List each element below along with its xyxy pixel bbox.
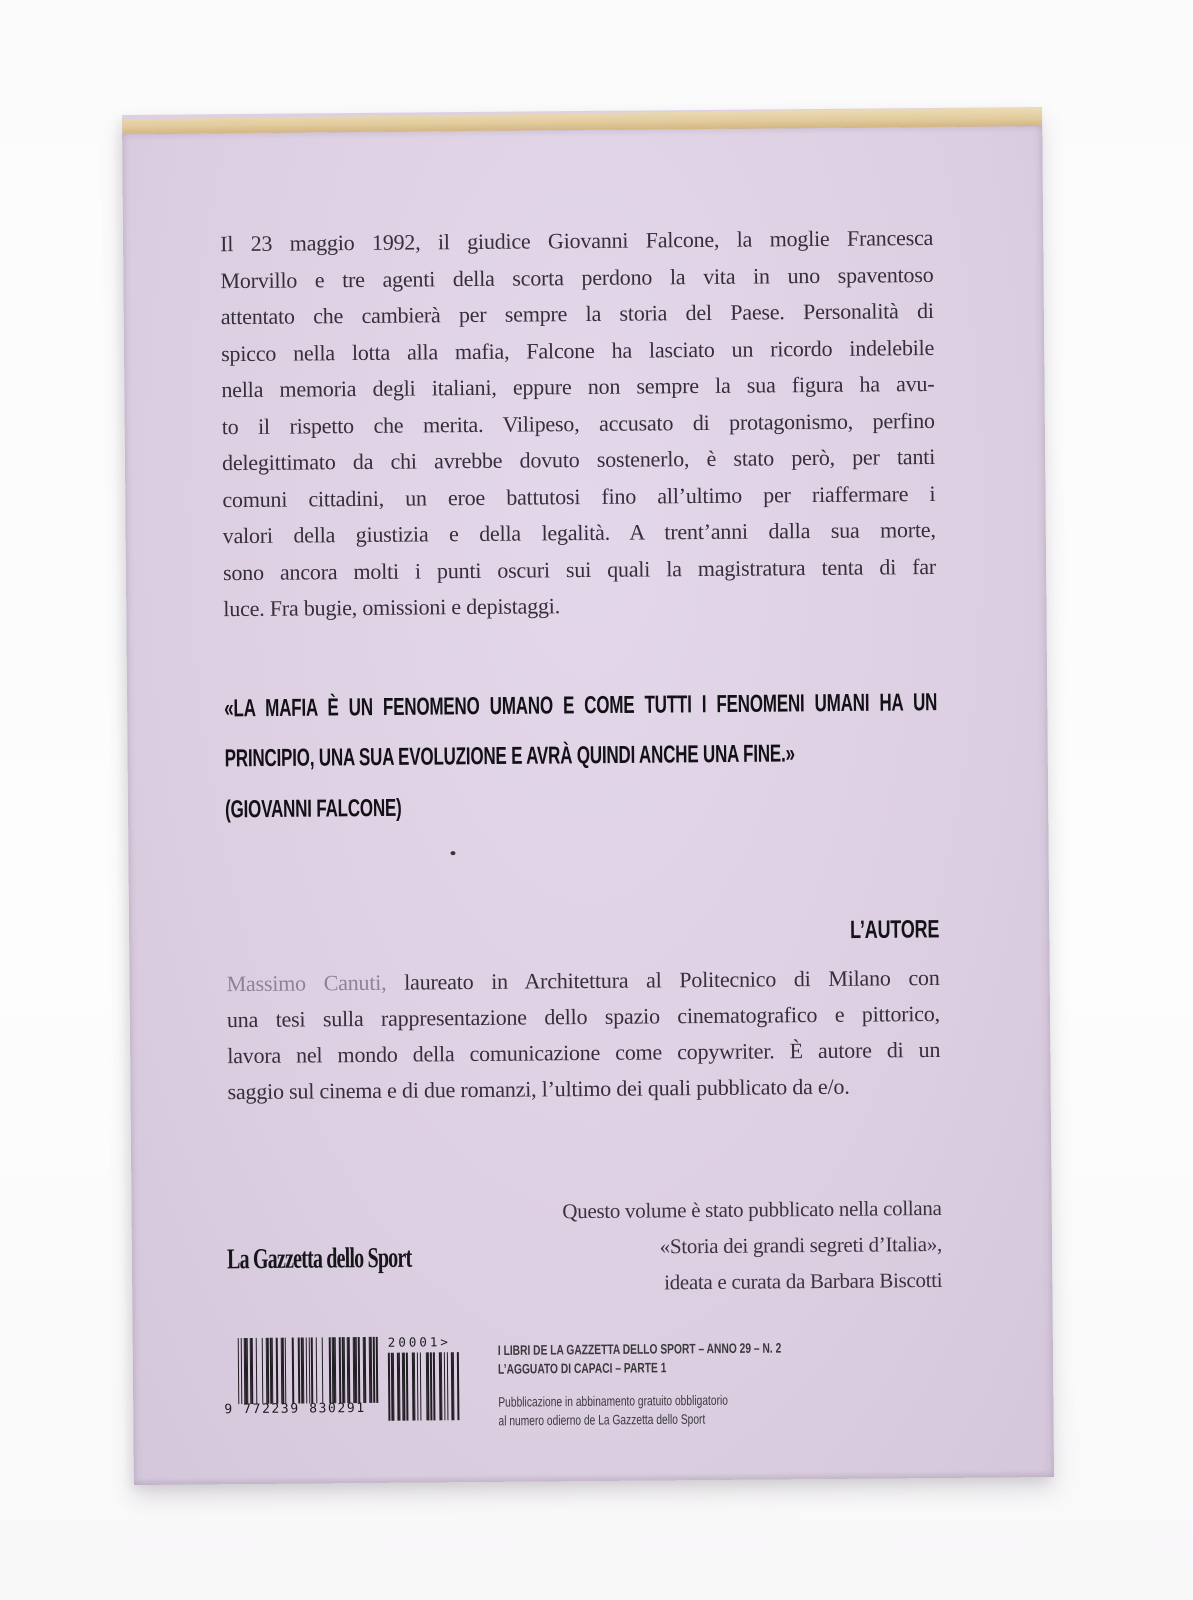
text-line: Il 23 maggio 1992, il giudice Giovanni Falcone, la moglie Francesca — [220, 224, 934, 257]
barcode-ean — [224, 1337, 380, 1422]
text-line: attentato che cambierà per sempre la storia del Paese. Personalità di — [220, 297, 934, 330]
text-line: to il rispetto che merita. Vilipeso, accusato di protagonismo, perfino — [221, 407, 935, 439]
text-line: una tesi sulla rappresentazione dello spazio cinematografico e pittorico, — [226, 1000, 941, 1033]
barcode-digits: 9 772239 830291 — [224, 1400, 366, 1418]
author-paragraph — [226, 960, 940, 1110]
author-line-1-rest: laureato in Architettura al Politecnico di Milano con — [404, 964, 940, 995]
barcode-addon-digits: 20001> — [387, 1334, 451, 1350]
author-line-1 — [226, 960, 939, 1002]
barcode-bars — [238, 1337, 380, 1404]
barcode-addon-bars — [388, 1352, 461, 1421]
text-line: delegittimato da chi avrebbe dovuto sostenerlo, è stato però, per tanti — [221, 443, 936, 476]
text-line: Questo volume è stato pubblicato nella collana — [562, 1195, 942, 1224]
imprint-block — [497, 1339, 782, 1430]
text-line: spicco nella lotta alla mafia, Falcone ha lasciato un ricordo indelebile — [221, 334, 935, 366]
ink-speck — [450, 851, 455, 855]
text-line: sono ancora molti i punti oscuri sui quali la magistratura tenta di far — [222, 553, 937, 585]
text-line: PRINCIPIO, UNA SUA EVOLUZIONE E AVRÀ QUINDI ANCHE UNA FINE.» — [224, 739, 795, 773]
synopsis-paragraph — [220, 220, 936, 628]
text-line: Pubblicazione in abbinamento gratuito obbligatorio — [498, 1392, 728, 1411]
text-line: lavora nel mondo della comunicazione come copywriter. È autore di un — [227, 1036, 941, 1069]
text-line: nella memoria degli italiani, eppure non sempre la sua figura ha avu- — [221, 370, 935, 403]
publisher-logo: La Gazzetta dello Sport — [226, 1242, 412, 1276]
falcone-quote — [224, 678, 938, 784]
text-line: ideata e curata da Barbara Biscotti — [664, 1267, 943, 1295]
quote-attribution: (GIOVANNI FALCONE) — [224, 794, 402, 824]
author-heading: L’AUTORE — [849, 914, 940, 944]
barcode-module — [376, 1337, 378, 1403]
text-line: comuni cittadini, un eroe battutosi fino all’ultimo per riaffermare i — [222, 480, 936, 512]
text-line: I LIBRI DE LA GAZZETTA DELLO SPORT – ANNO 29 – N. 2 — [497, 1340, 782, 1359]
text-line: «Storia dei grandi segreti d’Italia», — [659, 1231, 943, 1259]
barcode-addon — [388, 1336, 461, 1421]
text-line: al numero odierno de La Gazzetta dello Sport — [498, 1411, 706, 1429]
author-lines-rest — [227, 996, 941, 1110]
author-name: Massimo Canuti, — [226, 969, 387, 997]
text-line: luce. Fra bugie, omissioni e depistaggi. — [223, 593, 561, 622]
text-line: L’AGGUATO DI CAPACI – PARTE 1 — [497, 1360, 667, 1378]
imprint-note — [498, 1391, 769, 1431]
text-line: «LA MAFIA È UN FENOMENO UMANO E COME TUTTI I FENOMENI UMANI HA UN — [224, 688, 938, 723]
text-line: Morvillo e tre agenti della scorta perdono la vita in uno spaventoso — [220, 261, 934, 293]
text-line: valori della giustizia e della legalità. A trent’anni dalla sua morte, — [222, 516, 936, 549]
book-back-cover — [122, 107, 1054, 1485]
imprint-series — [497, 1339, 782, 1379]
text-line: saggio sul cinema e di due romanzi, l’ultimo dei quali pubblicato da e/o. — [227, 1073, 850, 1105]
barcode-module — [457, 1352, 459, 1420]
